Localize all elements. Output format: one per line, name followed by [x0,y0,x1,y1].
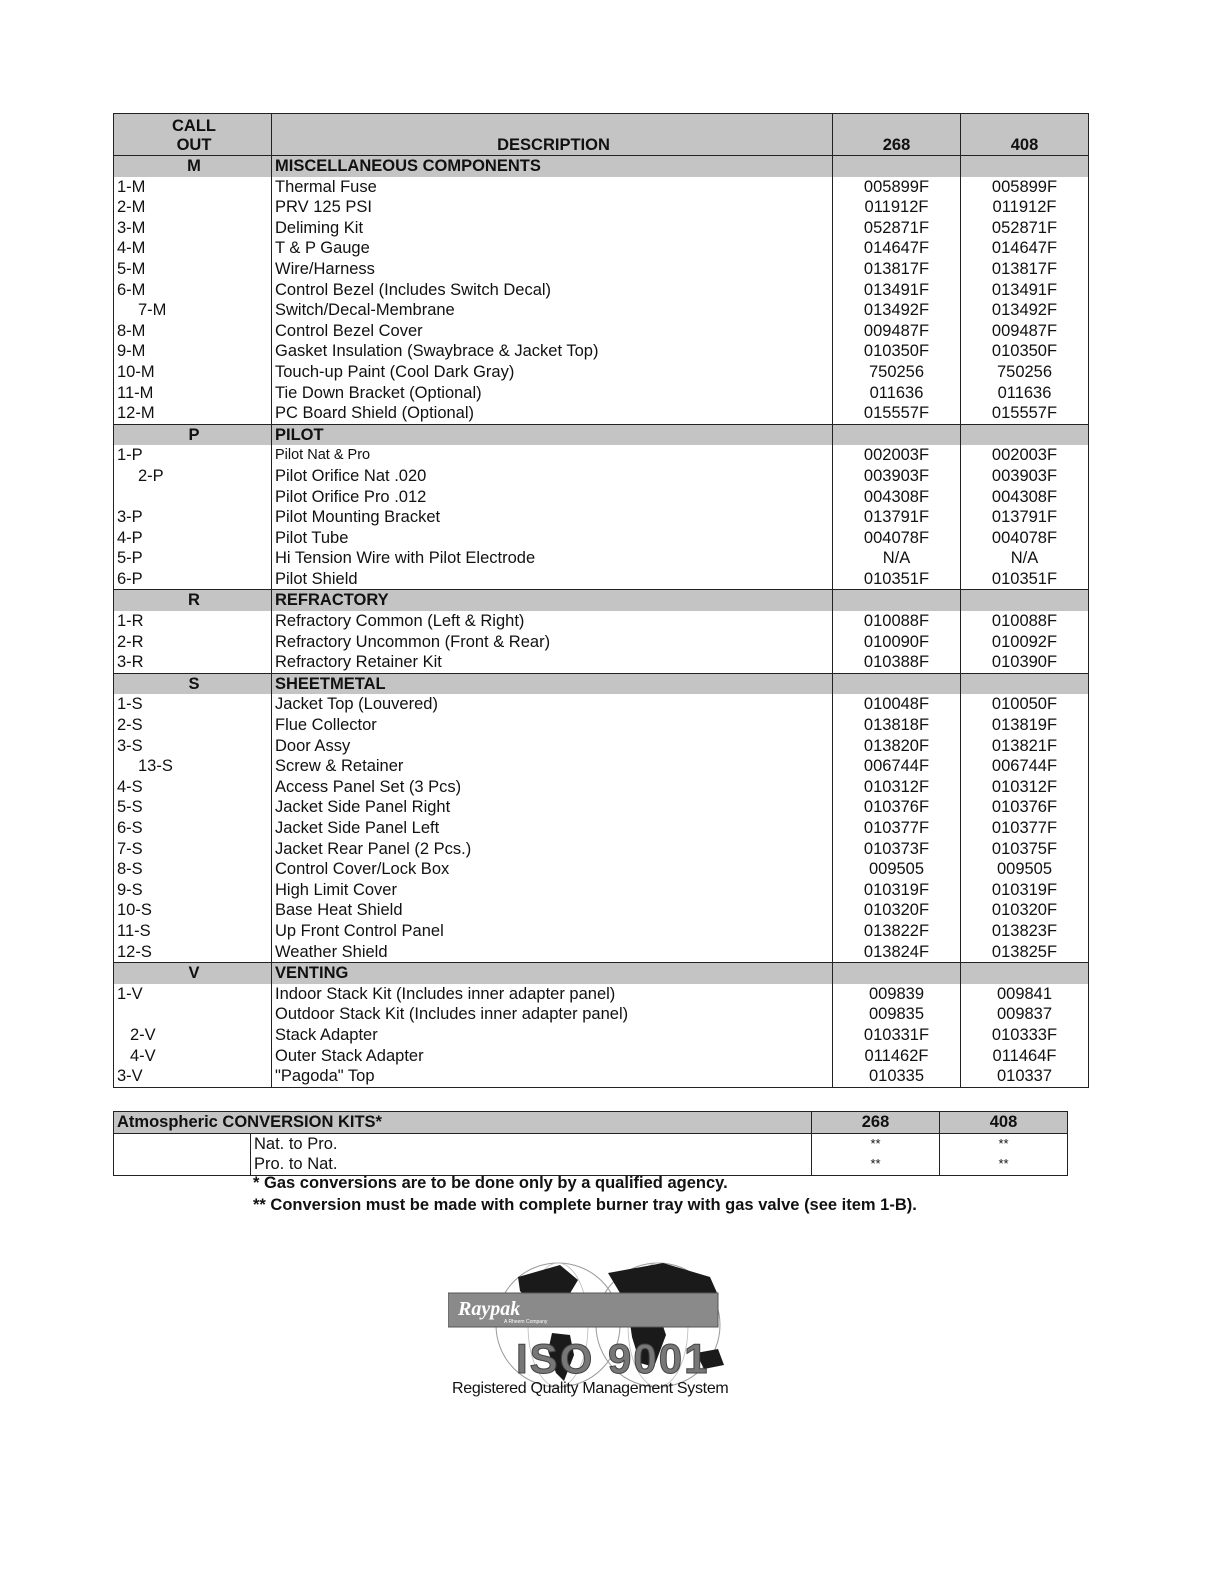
table-row [114,569,1089,590]
description-cell: Door Assy [272,736,833,757]
section-name: REFRACTORY [272,590,833,611]
section-row-p [114,424,1089,445]
callout-cell: 3-R [114,652,272,673]
footnote-gas-conversion: * Gas conversions are to be done only by a qualified agency. [253,1174,728,1192]
part-408-cell: 010350F [991,342,1058,361]
callout-cell: 1-S [114,694,272,715]
callout-cell [114,487,272,508]
part-408-cell: 015557F [991,404,1058,423]
description-cell: Pilot Shield [272,569,833,590]
part-408-cell: 002003F [991,446,1058,465]
table-row [114,694,1089,715]
callout-cell: 4-M [114,238,272,259]
part-408-cell: 014647F [991,239,1058,258]
description-cell: Control Cover/Lock Box [272,859,833,880]
part-408-cell: 009837 [996,1005,1053,1024]
conversion-268-cell: ** [812,1154,940,1175]
section-empty-268 [833,590,961,611]
description-cell: Jacket Side Panel Left [272,818,833,839]
part-408-cell: 013491F [991,280,1058,299]
table-row [114,984,1089,1005]
section-row-r [114,590,1089,611]
description-cell: Refractory Common (Left & Right) [272,611,833,632]
part-408-cell: 010312F [991,777,1058,796]
part-408-cell: 010337 [996,1067,1053,1086]
parts-table [113,113,1089,1088]
table-row [114,900,1089,921]
conversion-row [114,1133,1068,1154]
table-row [114,632,1089,653]
section-code: V [114,963,272,984]
table-row [114,548,1089,569]
callout-cell: 13-S [114,756,272,777]
description-cell: Indoor Stack Kit (Includes inner adapter panel) [272,984,833,1005]
part-268-cell: 005899F [833,177,961,198]
part-408-cell: 010092F [991,632,1058,651]
conversion-268-cell: ** [812,1133,940,1154]
part-268-cell: 003903F [833,466,961,487]
description-cell: Control Bezel Cover [272,321,833,342]
description-cell: High Limit Cover [272,880,833,901]
table-row [114,921,1089,942]
part-268-cell: 013791F [833,507,961,528]
description-cell: Deliming Kit [272,218,833,239]
iso-caption: Registered Quality Management System [452,1380,729,1397]
section-empty-408 [961,156,1089,177]
description-cell: Pilot Tube [272,528,833,549]
part-408-cell: 010088F [991,612,1058,631]
table-row [114,611,1089,632]
part-408-cell: 010377F [991,819,1058,837]
part-408-cell: 011464F [992,1046,1057,1065]
section-code: R [114,590,272,611]
part-268-cell: 010376F [833,797,961,818]
conversion-empty-cell [114,1133,251,1154]
part-268-cell: 009839 [833,984,961,1005]
callout-cell: 5-M [114,259,272,280]
part-268-cell: 011912F [833,197,961,218]
description-cell: Pilot Mounting Bracket [272,507,833,528]
part-268-cell: 004308F [833,487,961,508]
part-408-cell: 013791F [991,508,1058,527]
svg-text:A Rheem Company: A Rheem Company [504,1319,548,1325]
section-empty-408 [961,673,1089,694]
table-row [114,528,1089,549]
callout-cell: 6-P [114,569,272,590]
callout-cell: 4-P [114,528,272,549]
part-268-cell: 010377F [833,818,961,839]
callout-cell: 2-V [114,1025,272,1046]
part-268-cell: 013491F [833,280,961,301]
description-cell: Stack Adapter [272,1025,833,1046]
callout-cell: 10-S [114,900,272,921]
part-268-cell: 010319F [833,880,961,901]
part-408-cell: 009505 [996,860,1053,879]
footnotes [253,1172,917,1216]
description-cell: Flue Collector [272,715,833,736]
part-408-cell: 004308F [991,487,1058,506]
description-cell: Pilot Nat & Pro [272,445,833,466]
part-408-cell: 010333F [991,1025,1058,1044]
table-row [114,1046,1089,1067]
description-cell: Touch-up Paint (Cool Dark Gray) [272,362,833,383]
description-cell: Gasket Insulation (Swaybrace & Jacket Top) [272,341,833,362]
callout-cell: 3-S [114,736,272,757]
part-268-cell: 009487F [833,321,961,342]
part-268-cell: 013822F [833,921,961,942]
table-row [114,321,1089,342]
part-268-cell: 010088F [833,611,961,632]
part-408-cell: 010320F [991,901,1058,920]
part-268-cell: 010320F [833,900,961,921]
conversion-desc-cell: Nat. to Pro. [251,1133,812,1154]
part-408-cell: 011636 [997,383,1052,402]
part-268-cell: 010388F [833,652,961,673]
table-row [114,259,1089,280]
section-row-m [114,156,1089,177]
header-description: DESCRIPTION [272,114,833,156]
part-408-cell: 052871F [991,218,1058,237]
svg-text:ISO 9001: ISO 9001 [516,1335,710,1382]
part-408-cell: 009841 [996,984,1053,1003]
part-268-cell: 052871F [833,218,961,239]
callout-cell: 3-V [114,1066,272,1087]
table-row [114,218,1089,239]
callout-cell: 2-P [114,466,272,487]
part-408-cell: 010351F [991,569,1058,588]
table-row [114,445,1089,466]
description-cell: Weather Shield [272,942,833,963]
table-row [114,942,1089,963]
callout-cell: 5-P [114,548,272,569]
section-name: VENTING [272,963,833,984]
section-empty-268 [833,156,961,177]
part-268-cell: N/A [833,548,961,569]
part-408-cell: 009487F [991,321,1058,340]
description-cell: PC Board Shield (Optional) [272,403,833,424]
section-name: SHEETMETAL [272,673,833,694]
part-408-cell: 010050F [991,695,1058,714]
description-cell: "Pagoda" Top [272,1066,833,1087]
description-cell: Hi Tension Wire with Pilot Electrode [272,548,833,569]
part-268-cell: 011636 [833,383,961,404]
part-408-cell: N/A [1010,549,1039,568]
part-408-cell: 013819F [991,716,1058,735]
description-cell: Base Heat Shield [272,900,833,921]
part-408-cell: 010376F [991,798,1058,817]
section-row-v [114,963,1089,984]
section-code: S [114,673,272,694]
part-268-cell: 006744F [833,756,961,777]
table-row [114,487,1089,508]
conversion-desc-cell: Pro. to Nat. [251,1154,812,1175]
part-268-cell: 010312F [833,777,961,798]
conversion-kits-table [113,1111,1068,1176]
callout-cell: 12-S [114,942,272,963]
header-268: 268 [833,114,961,156]
section-row-s [114,673,1089,694]
part-268-cell: 010048F [833,694,961,715]
part-408-cell: 010375F [991,839,1058,858]
section-empty-268 [833,963,961,984]
part-268-cell: 010331F [833,1025,961,1046]
section-empty-408 [961,424,1089,445]
part-268-cell: 013817F [833,259,961,280]
table-row [114,839,1089,860]
callout-cell: 1-R [114,611,272,632]
part-408-cell: 004078F [991,528,1058,547]
callout-cell: 11-S [114,921,272,942]
callout-cell: 9-S [114,880,272,901]
callout-cell: 4-V [114,1046,272,1067]
description-cell: Refractory Retainer Kit [272,652,833,673]
conversion-header-row [114,1112,1068,1134]
table-row [114,177,1089,198]
part-268-cell: 750256 [833,362,961,383]
part-268-cell: 014647F [833,238,961,259]
table-row [114,652,1089,673]
table-row [114,1025,1089,1046]
table-row [114,797,1089,818]
section-empty-268 [833,424,961,445]
part-268-cell: 004078F [833,528,961,549]
part-268-cell: 009505 [833,859,961,880]
table-header-row [114,114,1089,156]
description-cell: Access Panel Set (3 Pcs) [272,777,833,798]
part-268-cell: 013492F [833,300,961,321]
table-row [114,466,1089,487]
table-row [114,280,1089,301]
part-268-cell: 010373F [833,839,961,860]
conversion-title: Atmospheric CONVERSION KITS* [114,1112,812,1134]
part-268-cell: 009835 [833,1004,961,1025]
description-cell: T & P Gauge [272,238,833,259]
part-408-cell: 006744F [991,757,1058,776]
callout-cell: 8-M [114,321,272,342]
table-row [114,383,1089,404]
section-empty-268 [833,673,961,694]
svg-text:Raypak: Raypak [458,1298,521,1320]
callout-cell: 8-S [114,859,272,880]
part-268-cell: 011462F [833,1046,961,1067]
conversion-header-268: 268 [812,1112,940,1134]
callout-cell: 10-M [114,362,272,383]
table-row [114,880,1089,901]
description-cell: Refractory Uncommon (Front & Rear) [272,632,833,653]
table-row [114,777,1089,798]
description-cell: Wire/Harness [272,259,833,280]
conversion-408-cell: ** [998,1156,1009,1172]
footnote-burner-tray: ** Conversion must be made with complete burner tray with gas valve (see item 1-B). [253,1196,917,1214]
description-cell: Jacket Side Panel Right [272,797,833,818]
callout-cell: 11-M [114,383,272,404]
section-code: P [114,424,272,445]
callout-cell: 3-P [114,507,272,528]
table-row [114,1004,1089,1025]
part-268-cell: 013820F [833,736,961,757]
part-408-cell: 013823F [991,921,1058,940]
part-268-cell: 002003F [833,445,961,466]
part-408-cell: 010390F [991,653,1058,672]
table-row [114,1066,1089,1087]
callout-cell: 2-S [114,715,272,736]
table-row [114,756,1089,777]
part-268-cell: 015557F [833,403,961,424]
part-268-cell: 013824F [833,942,961,963]
globe-logo-icon [448,1255,778,1395]
table-row [114,715,1089,736]
table-row [114,403,1089,424]
part-268-cell: 010090F [833,632,961,653]
callout-cell: 7-S [114,839,272,860]
header-callout: CALL OUT [114,114,272,156]
part-408-cell: 013817F [991,259,1058,278]
description-cell: PRV 125 PSI [272,197,833,218]
part-408-cell: 013825F [991,942,1058,961]
callout-cell: 6-M [114,280,272,301]
table-row [114,859,1089,880]
callout-cell: 4-S [114,777,272,798]
part-408-cell: 005899F [991,177,1058,196]
section-name: PILOT [272,424,833,445]
section-name: MISCELLANEOUS COMPONENTS [272,156,833,177]
description-cell: Pilot Orifice Pro .012 [272,487,833,508]
part-268-cell: 010351F [833,569,961,590]
section-code: M [114,156,272,177]
table-row [114,362,1089,383]
part-408-cell: 013492F [991,301,1058,320]
callout-cell: 6-S [114,818,272,839]
conversion-empty-cell [114,1154,251,1175]
section-empty-408 [961,963,1089,984]
callout-cell: 2-R [114,632,272,653]
callout-cell: 5-S [114,797,272,818]
callout-cell [114,1004,272,1025]
part-408-cell: 003903F [991,466,1058,485]
part-268-cell: 013818F [833,715,961,736]
description-cell: Tie Down Bracket (Optional) [272,383,833,404]
table-row [114,507,1089,528]
table-row [114,197,1089,218]
description-cell: Outdoor Stack Kit (Includes inner adapter panel) [272,1004,833,1025]
callout-cell: 9-M [114,341,272,362]
part-408-cell: 013821F [991,736,1058,755]
callout-cell: 1-P [114,445,272,466]
callout-cell: 7-M [114,300,272,321]
part-408-cell: 010319F [991,880,1058,899]
description-cell: Switch/Decal-Membrane [272,300,833,321]
description-cell: Outer Stack Adapter [272,1046,833,1067]
table-row [114,300,1089,321]
description-cell: Jacket Rear Panel (2 Pcs.) [272,839,833,860]
header-408: 408 [961,114,1089,156]
description-cell: Pilot Orifice Nat .020 [272,466,833,487]
description-cell: Screw & Retainer [272,756,833,777]
description-cell: Jacket Top (Louvered) [272,694,833,715]
part-268-cell: 010350F [833,341,961,362]
part-408-cell: 011912F [992,198,1057,217]
part-268-cell: 010335 [833,1066,961,1087]
callout-cell: 3-M [114,218,272,239]
conversion-header-408: 408 [940,1112,1068,1134]
table-row [114,341,1089,362]
callout-cell: 1-M [114,177,272,198]
description-cell: Control Bezel (Includes Switch Decal) [272,280,833,301]
description-cell: Up Front Control Panel [272,921,833,942]
table-row [114,238,1089,259]
conversion-408-cell: ** [998,1135,1009,1151]
part-408-cell: 750256 [996,362,1053,381]
section-empty-408 [961,590,1089,611]
table-row [114,736,1089,757]
callout-cell: 1-V [114,984,272,1005]
table-row [114,818,1089,839]
callout-cell: 12-M [114,403,272,424]
callout-cell: 2-M [114,197,272,218]
description-cell: Thermal Fuse [272,177,833,198]
